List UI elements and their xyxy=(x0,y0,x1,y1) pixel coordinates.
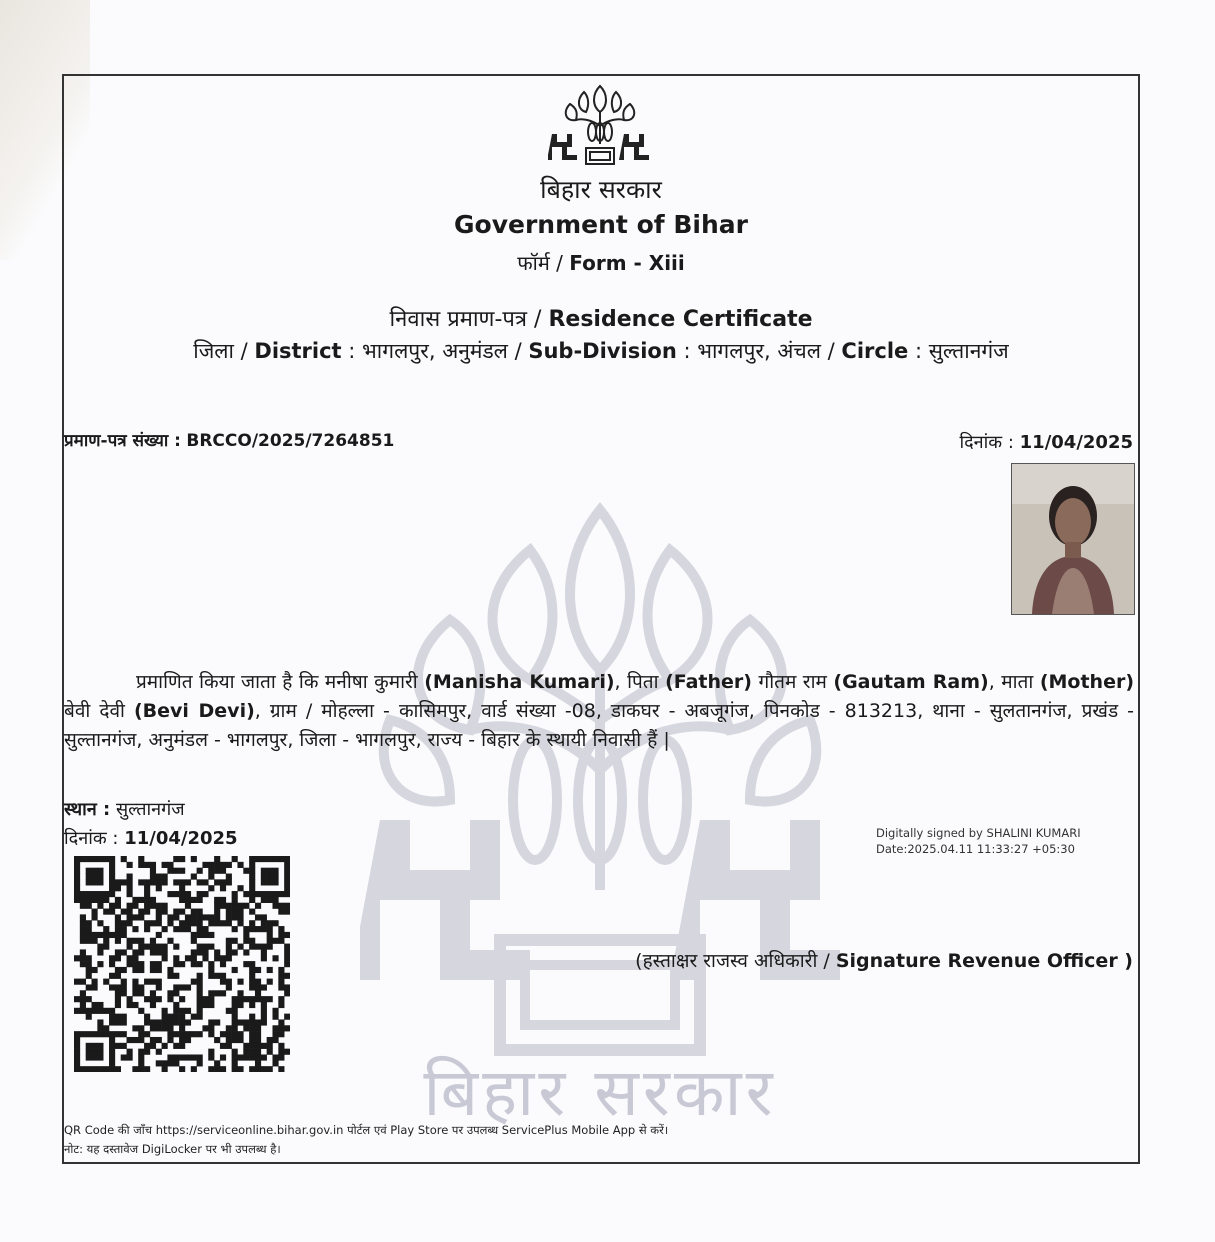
digital-signature-signer: Digitally signed by SHALINI KUMARI xyxy=(876,826,1081,840)
issue-date-value: 11/04/2025 xyxy=(1019,432,1133,453)
district-label-hi: जिला xyxy=(193,339,234,363)
place-value: सुल्तानगंज xyxy=(116,799,185,820)
watermark-text: बिहार सरकार xyxy=(423,1054,777,1131)
verification-qr-code xyxy=(74,856,290,1072)
circle-value: सुल्तानगंज xyxy=(928,339,1009,363)
certificate-body xyxy=(64,668,1134,755)
applicant-name-en: (Manisha Kumari) xyxy=(424,671,615,693)
digital-signature-date: Date:2025.04.11 11:33:27 +05:30 xyxy=(876,842,1075,856)
form-label-english: Form - Xiii xyxy=(569,251,685,275)
signature-label-hi: (हस्ताक्षर राजस्व अधिकारी / xyxy=(635,950,830,972)
applicant-photo xyxy=(1011,463,1135,615)
subdivision-label-en: Sub-Division xyxy=(528,339,677,363)
bihar-emblem-logo xyxy=(548,82,652,174)
certificate-number-value: BRCCO/2025/7264851 xyxy=(186,431,395,451)
title-english: Government of Bihar xyxy=(454,210,748,239)
digilocker-note: नोट: यह दस्तावेज DigiLocker पर भी उपलब्ध है। xyxy=(64,1142,281,1156)
body-intro: प्रमाणित किया जाता है कि मनीषा कुमारी xyxy=(136,671,418,693)
body-mother-label: , माता xyxy=(988,671,1034,693)
father-name-hi: गौतम राम xyxy=(758,671,827,693)
subdivision-label-hi: अनुमंडल xyxy=(442,339,508,363)
circle-label-hi: अंचल xyxy=(777,339,821,363)
title-hindi: बिहार सरकार xyxy=(540,175,662,204)
body-father-label: , पिता xyxy=(614,671,659,693)
location-line: जिला / District : भागलपुर, अनुमंडल / Sub-Division : भागलपुर, अंचल / Circle : सुल्तानगंज xyxy=(193,339,1009,363)
father-label-en: (Father) xyxy=(665,671,752,693)
sign-date-line xyxy=(64,826,238,850)
certificate-number-label: प्रमाण-पत्र संख्या : xyxy=(64,431,181,451)
issue-date xyxy=(959,430,1133,454)
signature-label xyxy=(635,947,1133,973)
digital-signature-stamp xyxy=(876,825,1081,857)
certificate-type: निवास प्रमाण-पत्र / Residence Certificate xyxy=(389,307,813,332)
mother-name-hi: बेवी देवी xyxy=(64,700,125,722)
bihar-emblem-watermark xyxy=(360,470,840,1130)
certificate-type-hindi: निवास प्रमाण-पत्र xyxy=(389,307,528,332)
district-value: भागलपुर xyxy=(362,339,429,363)
certificate-number xyxy=(64,428,394,451)
form-number: फॉर्म / Form - Xiii xyxy=(517,251,685,275)
circle-label-en: Circle xyxy=(841,339,909,363)
place-label: स्थान : xyxy=(64,799,111,820)
issue-date-label: दिनांक : xyxy=(959,432,1014,453)
mother-name-en: (Bevi Devi) xyxy=(133,700,255,722)
certificate-type-english: Residence Certificate xyxy=(548,307,813,332)
father-name-en: (Gautam Ram) xyxy=(833,671,989,693)
district-label-en: District xyxy=(254,339,342,363)
form-label-hindi: फॉर्म xyxy=(517,251,550,275)
address-text: , ग्राम / मोहल्ला - कासिमपुर, वार्ड संख्या -08, डाकघर - अबजूगंज, पिनकोड - 813213, थाना - सुलतानगंज, प्रखंड - सुल्तानगंज, अनुमंडल - भागलपुर, जिला - भागलपुर, राज्य - बिहार के स्थायी निवासी हैं | xyxy=(64,700,1134,751)
place-line xyxy=(64,797,185,821)
sign-date-label: दिनांक : xyxy=(64,828,119,849)
signature-label-en: Signature Revenue Officer ) xyxy=(835,950,1133,972)
mother-label-en: (Mother) xyxy=(1039,671,1135,693)
qr-verification-note: QR Code की जाँच https://serviceonline.bihar.gov.in पोर्टल एवं Play Store पर उपलब्ध ServicePlus Mobile App से करें। xyxy=(64,1123,669,1137)
sign-date-value: 11/04/2025 xyxy=(124,828,238,849)
subdivision-value: भागलपुर xyxy=(697,339,764,363)
